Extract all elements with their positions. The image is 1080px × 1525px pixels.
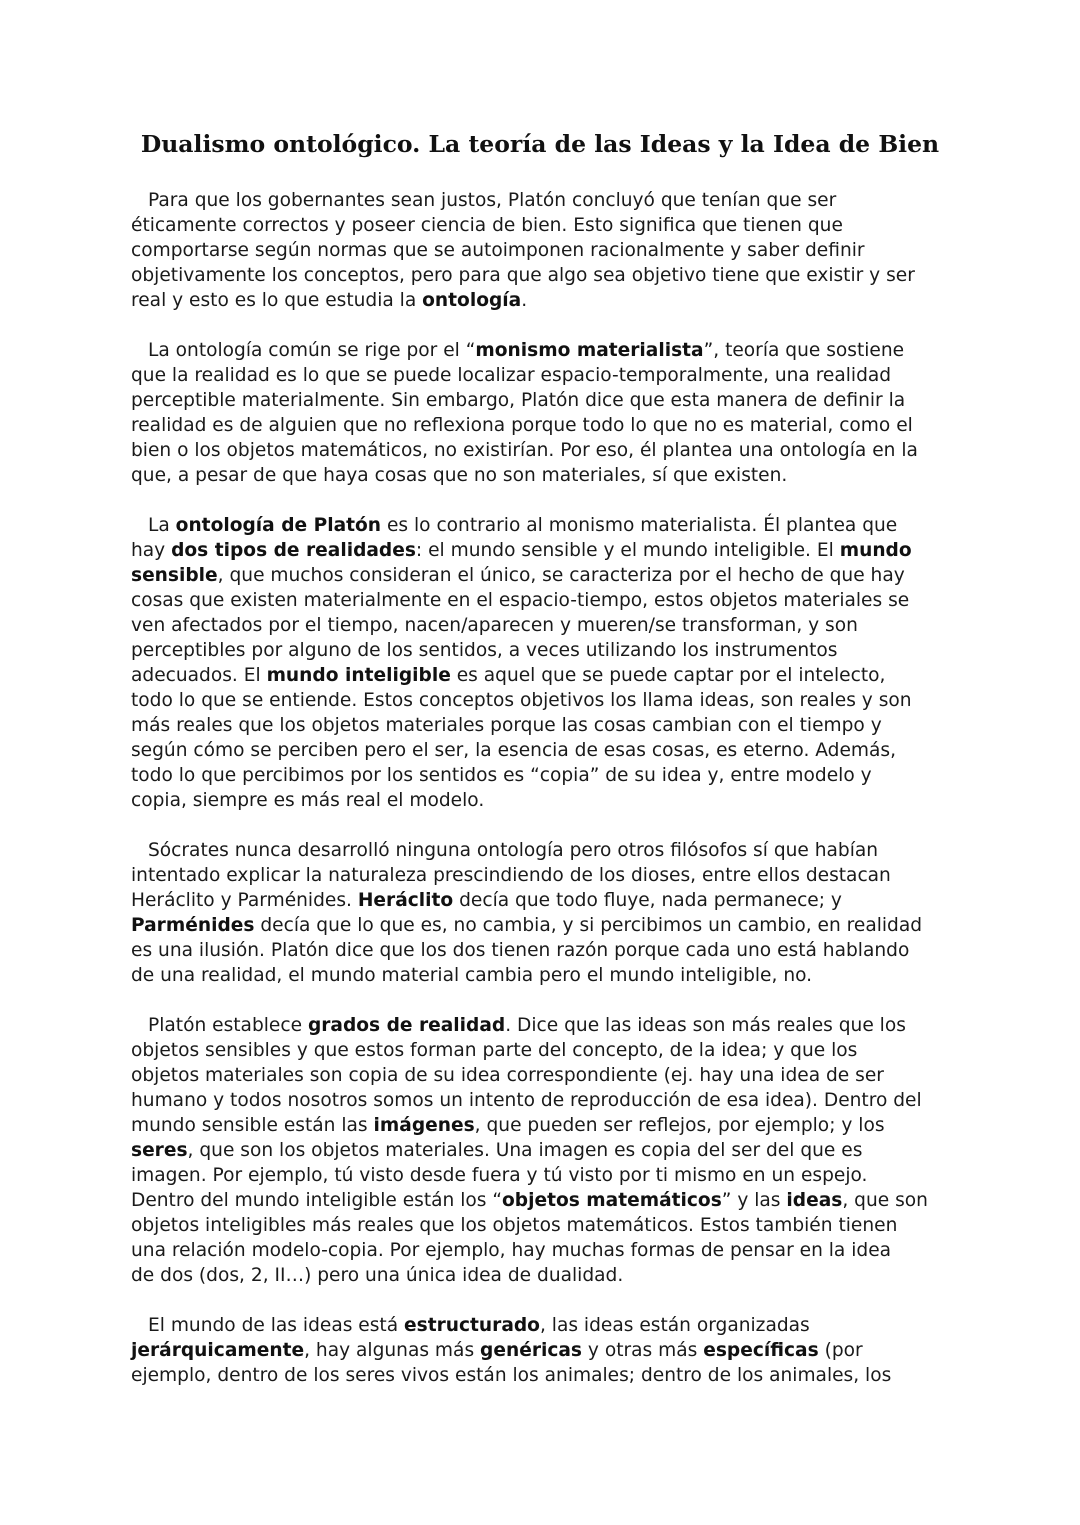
bold-term: monismo materialista (475, 340, 704, 361)
text-line (131, 938, 951, 963)
text-run: ven afectados por el tiempo, nacen/aparecen y mueren/se transforman, y son (131, 615, 858, 636)
text-line (131, 463, 951, 488)
text-line (131, 1263, 951, 1288)
text-line (131, 338, 951, 363)
text-run: todo lo que se entiende. Estos conceptos objetivos los llama ideas, son reales y son (131, 690, 912, 711)
paragraph (131, 838, 951, 988)
text-line (131, 763, 951, 788)
bold-term: sensible (131, 565, 218, 586)
text-run: éticamente correctos y poseer ciencia de bien. Esto significa que tienen que (131, 215, 843, 236)
text-line (131, 513, 951, 538)
text-line (131, 1088, 951, 1113)
paragraph (131, 338, 951, 488)
text-run: mundo sensible están las (131, 1115, 374, 1136)
text-line (131, 713, 951, 738)
text-run: La (148, 515, 176, 536)
bold-term: específicas (703, 1340, 819, 1361)
text-line (131, 838, 951, 863)
text-run: , las ideas están organizadas (539, 1315, 810, 1336)
text-run: : el mundo sensible y el mundo inteligible. El (415, 540, 840, 561)
text-run: que la realidad es lo que se puede localizar espacio-temporalmente, una realidad (131, 365, 892, 386)
text-run: hay (131, 540, 172, 561)
text-line (131, 1038, 951, 1063)
bold-term: imágenes (373, 1115, 475, 1136)
text-run: de una realidad, el mundo material cambia pero el mundo inteligible, no. (131, 965, 813, 986)
text-run: objetos materiales son copia de su idea correspondiente (ej. hay una idea de ser (131, 1065, 884, 1086)
text-line (131, 1113, 951, 1138)
text-line (131, 238, 951, 263)
text-line (131, 188, 951, 213)
text-line (131, 1063, 951, 1088)
text-run: . (521, 290, 528, 311)
paragraph (131, 188, 951, 313)
text-run: que, a pesar de que haya cosas que no son materiales, sí que existen. (131, 465, 788, 486)
text-run: objetos inteligibles más reales que los objetos matemáticos. Estos también tienen (131, 1215, 898, 1236)
text-line (131, 213, 951, 238)
text-run: decía que todo fluye, nada permanece; y (453, 890, 842, 911)
bold-term: ontología (422, 290, 522, 311)
text-line (131, 588, 951, 613)
text-run: Sócrates nunca desarrolló ninguna ontología pero otros filósofos sí que habían (148, 840, 879, 861)
bold-term: dos tipos de realidades (171, 540, 416, 561)
text-run: ” y las (721, 1190, 787, 1211)
text-run: cosas que existen materialmente en el espacio-tiempo, estos objetos materiales se (131, 590, 910, 611)
text-line (131, 1013, 951, 1038)
text-run: . Dice que las ideas son más reales que los (505, 1015, 906, 1036)
text-line (131, 963, 951, 988)
paragraph (131, 1013, 951, 1288)
text-line (131, 1138, 951, 1163)
bold-term: genéricas (480, 1340, 582, 1361)
text-line (131, 438, 951, 463)
text-run: copia, siempre es más real el modelo. (131, 790, 485, 811)
text-run: El mundo de las ideas está (148, 1315, 405, 1336)
text-run: realidad es de alguien que no reflexiona porque todo lo que no es material, como el (131, 415, 913, 436)
text-run: imagen. Por ejemplo, tú visto desde fuera y tú visto por ti mismo en un espejo. (131, 1165, 868, 1186)
text-run: decía que lo que es, no cambia, y si percibimos un cambio, en realidad (254, 915, 923, 936)
text-line (131, 613, 951, 638)
text-line (131, 1313, 951, 1338)
text-run: todo lo que percibimos por los sentidos es “copia” de su idea y, entre modelo y (131, 765, 872, 786)
bold-term: mundo (839, 540, 912, 561)
text-run: una relación modelo-copia. Por ejemplo, hay muchas formas de pensar en la idea (131, 1240, 892, 1261)
text-run: , que muchos consideran el único, se caracteriza por el hecho de que hay (217, 565, 905, 586)
text-run: objetos sensibles y que estos forman parte del concepto, de la idea; y que los (131, 1040, 858, 1061)
bold-term: grados de realidad (307, 1015, 506, 1036)
text-run: Heráclito y Parménides. (131, 890, 358, 911)
text-run: , que son (842, 1190, 928, 1211)
text-run: real y esto es lo que estudia la (131, 290, 423, 311)
text-run: (por (818, 1340, 863, 1361)
text-run: ejemplo, dentro de los seres vivos están los animales; dentro de los animales, los (131, 1365, 892, 1386)
text-run: , hay algunas más (304, 1340, 481, 1361)
bold-term: objetos matemáticos (502, 1190, 722, 1211)
text-line (131, 1163, 951, 1188)
text-line (131, 538, 951, 563)
text-line (131, 888, 951, 913)
bold-term: ideas (786, 1190, 843, 1211)
text-run: perceptibles por alguno de los sentidos, a veces utilizando los instrumentos (131, 640, 838, 661)
bold-term: seres (131, 1140, 188, 1161)
bold-term: Parménides (131, 915, 255, 936)
text-run: más reales que los objetos materiales porque las cosas cambian con el tiempo y (131, 715, 882, 736)
document-body (131, 188, 951, 1413)
text-run: ”, teoría que sostiene (703, 340, 905, 361)
text-line (131, 663, 951, 688)
text-line (131, 1238, 951, 1263)
bold-term: Heráclito (357, 890, 454, 911)
text-run: intentado explicar la naturaleza prescindiendo de los dioses, entre ellos destacan (131, 865, 891, 886)
paragraph (131, 513, 951, 813)
text-line (131, 863, 951, 888)
text-run: , que pueden ser reflejos, por ejemplo; y los (474, 1115, 885, 1136)
text-line (131, 563, 951, 588)
text-line (131, 1188, 951, 1213)
text-run: perceptible materialmente. Sin embargo, Platón dice que esta manera de definir la (131, 390, 906, 411)
text-line (131, 1213, 951, 1238)
text-line (131, 1338, 951, 1363)
text-run: Para que los gobernantes sean justos, Platón concluyó que tenían que ser (148, 190, 837, 211)
text-run: adecuados. El (131, 665, 267, 686)
bold-term: mundo inteligible (266, 665, 451, 686)
text-line (131, 263, 951, 288)
text-run: de dos (dos, 2, II…) pero una única idea de dualidad. (131, 1265, 624, 1286)
text-run: humano y todos nosotros somos un intento de reproducción de esa idea). Dentro del (131, 1090, 922, 1111)
bold-term: ontología de Platón (175, 515, 382, 536)
text-run: La ontología común se rige por el “ (148, 340, 476, 361)
text-line (131, 788, 951, 813)
bold-term: estructurado (404, 1315, 540, 1336)
text-run: Dentro del mundo inteligible están los “ (131, 1190, 503, 1211)
page-title: Dualismo ontológico. La teoría de las Ideas y la Idea de Bien (140, 130, 940, 158)
text-line (131, 913, 951, 938)
text-line (131, 413, 951, 438)
bold-term: jerárquicamente (131, 1340, 305, 1361)
text-run: objetivamente los conceptos, pero para que algo sea objetivo tiene que existir y ser (131, 265, 915, 286)
text-run: según cómo se perciben pero el ser, la esencia de esas cosas, es eterno. Además, (131, 740, 897, 761)
text-run: Platón establece (148, 1015, 308, 1036)
text-run: es una ilusión. Platón dice que los dos tienen razón porque cada uno está hablando (131, 940, 910, 961)
text-run: y otras más (582, 1340, 704, 1361)
text-line (131, 688, 951, 713)
text-line (131, 363, 951, 388)
paragraph (131, 1313, 951, 1388)
text-run: comportarse según normas que se autoimponen racionalmente y saber definir (131, 240, 865, 261)
text-run: es lo contrario al monismo materialista. Él plantea que (381, 515, 898, 536)
text-line (131, 738, 951, 763)
text-line (131, 288, 951, 313)
text-line (131, 1363, 951, 1388)
text-run: es aquel que se puede captar por el intelecto, (450, 665, 886, 686)
text-line (131, 638, 951, 663)
text-line (131, 388, 951, 413)
text-run: , que son los objetos materiales. Una imagen es copia del ser del que es (187, 1140, 863, 1161)
text-run: bien o los objetos matemáticos, no existirían. Por eso, él plantea una ontología en la (131, 440, 918, 461)
